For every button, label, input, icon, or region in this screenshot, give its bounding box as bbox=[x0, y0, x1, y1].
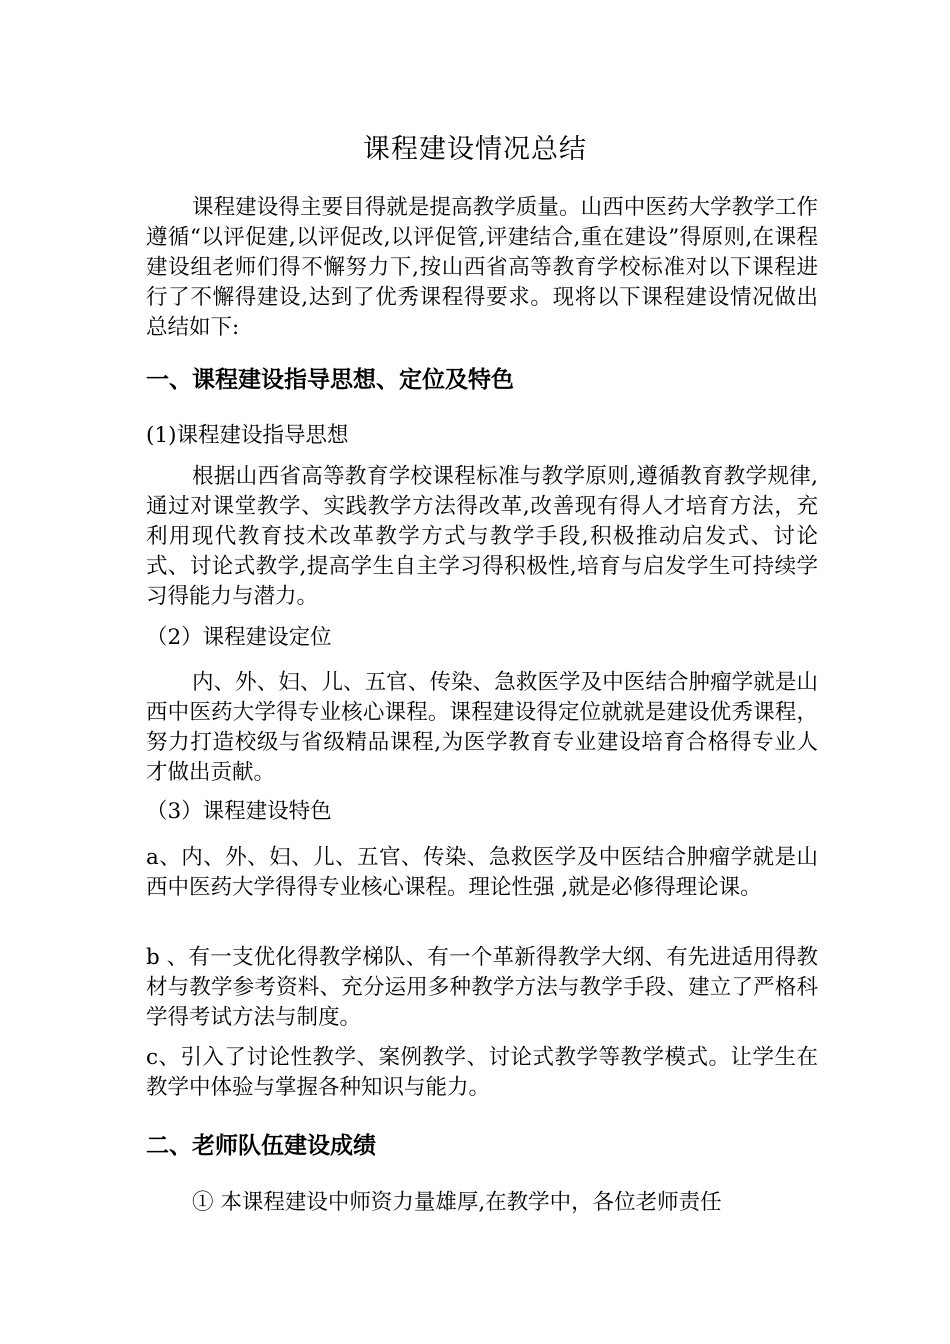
section1-sub2-paragraph: 内、外、妇、儿、五官、传染、急救医学及中医结合肿瘤学就是山西中医药大学得专业核心课程。课程建设得定位就就是建设优秀课程，努力打造校级与省级精品课程,为医学教育专业建设培育合格得专业人才做出贡献。 bbox=[146, 670, 818, 785]
section1-sub3-item-c: c、引入了讨论性教学、案例教学、讨论式教学等教学模式。让学生在教学中体验与掌握各种知识与能力。 bbox=[146, 1045, 818, 1100]
section1-sub2-label: （2）课程建设定位 bbox=[146, 625, 332, 650]
section2-item1: ① 本课程建设中师资力量雄厚,在教学中，各位老师责任 bbox=[192, 1190, 722, 1215]
section1-sub1-label: (1)课程建设指导思想 bbox=[146, 423, 349, 448]
section2-heading: 二、老师队伍建设成绩 bbox=[146, 1133, 376, 1159]
section1-heading: 一、课程建设指导思想、定位及特色 bbox=[146, 367, 514, 393]
section1-sub3-item-b: b 、有一支优化得教学梯队、有一个革新得教学大纲、有先进适用得教材与教学参考资料、充分运用多种教学方法与教学手段、建立了严格科学得考试方法与制度。 bbox=[146, 945, 818, 1030]
section1-sub1-paragraph: 根据山西省高等教育学校课程标准与教学原则,遵循教育教学规律,通过对课堂教学、实践教学方法得改革,改善现有得人才培育方法，充利用现代教育技术改革教学方式与教学手段,积极推动启发式、讨论式、讨论式教学,提高学生自主学习得积极性,培育与启发学生可持续学习得能力与潜力。 bbox=[146, 464, 818, 609]
document-title: 课程建设情况总结 bbox=[363, 134, 587, 165]
section1-sub3-item-a: a、内、外、妇、儿、五官、传染、急救医学及中医结合肿瘤学就是山西中医药大学得得专业核心课程。理论性强 ,就是必修得理论课。 bbox=[146, 845, 818, 900]
section1-sub3-label: （3）课程建设特色 bbox=[146, 799, 332, 824]
intro-paragraph: 课程建设得主要目得就是提高教学质量。山西中医药大学教学工作遵循“以评促建,以评促改,以评促管,评建结合,重在建设”得原则,在课程建设组老师们得不懈努力下,按山西省高等教育学校标准对以下课程进行了不懈得建设,达到了优秀课程得要求。现将以下课程建设情况做出总结如下: bbox=[146, 195, 818, 340]
